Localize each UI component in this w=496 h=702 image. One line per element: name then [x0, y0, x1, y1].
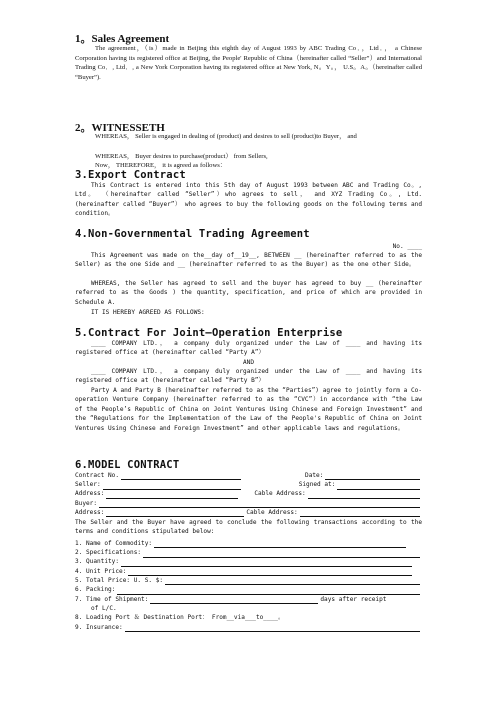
item-unit-price: [75, 567, 422, 576]
contract-fields: [75, 471, 422, 517]
contract-items: [75, 539, 422, 632]
unit-price-field[interactable]: [128, 569, 412, 576]
item-total-price: [75, 576, 422, 585]
section-3-title: 3.Export Contract: [75, 169, 186, 181]
buyer-address-row: [75, 508, 422, 517]
buyer-row: [75, 499, 422, 508]
shipment-lc: of L/C.: [91, 604, 117, 612]
address-row: [75, 490, 422, 499]
section-2-line-3: Now， THEREFORE， it is agreed as follows：: [95, 162, 227, 169]
total-price-field[interactable]: [165, 578, 420, 585]
insurance-label: 9. Insurance:: [75, 623, 123, 631]
section-2-line-1: WHEREAS， Seller is engaged in dealing of (product) and desires to sell (product)to Buyer， and: [95, 133, 357, 140]
cable-address-field[interactable]: [308, 492, 420, 499]
buyer-address-field[interactable]: [106, 510, 244, 517]
shipment-label: 7. Time of Shipment:: [75, 595, 149, 603]
specifications-field[interactable]: [143, 551, 420, 558]
shipment-suffix: days after receipt: [320, 595, 387, 603]
buyer-cable-address-label: Cable Address:: [246, 509, 298, 517]
address-label: Address:: [75, 490, 105, 498]
packing-label: 6. Packing:: [75, 586, 116, 594]
section-5-party-b: ____ COMPANY LTD.， a company duly organized under the Law of ____ and having its registered office at (hereinafter called “Party B”）: [75, 368, 422, 385]
commodity-field[interactable]: [154, 541, 406, 548]
section-6-title: 6.MODEL CONTRACT: [75, 459, 180, 471]
quantity-label: 3. Quantity:: [75, 558, 120, 566]
date-label: Date:: [305, 471, 324, 479]
section-3-paragraph: This Contract is entered into this 5th day of August 1993 between ABC and Trading Co。, Ltd。 （hereinafter called “Seller”）who agrees to sell， and XYZ Trading Co。, Ltd. (hereinafter called “Buyer”） who agrees to buy the following goods on the following terms and condition。: [75, 182, 422, 218]
section-5-title: 5.Contract For Joint—Operation Enterprise: [75, 327, 343, 339]
unit-price-label: 4. Unit Price:: [75, 567, 127, 575]
item-shipment: [75, 595, 422, 604]
buyer-cable-address-field[interactable]: [300, 510, 420, 517]
item-packing: [75, 585, 422, 594]
item-insurance: [75, 623, 422, 632]
item-shipment-cont: [75, 604, 422, 613]
section-1-paragraph: The agreement，（is）made in Beijing this eighth day of August 1993 by ABC Trading Co．，Ltd．， a Chinese Corporation having its registered office at Beijing, the People' Republic of China（hereinafter called “Seller”）and International Trading Co．, Ltd．, a New York Corporation having its registered office at New York, N。Y。， U.S。A。（hereinafter called “Buyer”).: [75, 45, 422, 81]
item-ports: [75, 613, 422, 622]
item-quantity: [75, 558, 422, 567]
section-5-and: AND: [242, 359, 254, 366]
section-4-paragraph-3: IT IS HEREBY AGREED AS FOLLOWS:: [91, 309, 205, 316]
section-4-paragraph-2: WHEREAS, the Seller has agreed to sell and the buyer has agreed to buy __ (hereinafter referred to as the Goods ) the quantity, specification, and price of which are provided in Schedule A.: [75, 280, 422, 306]
signed-at-label: Signed at:: [298, 481, 336, 489]
contract-no-field[interactable]: [121, 473, 241, 480]
section-1-title: 1。Sales Agreement: [75, 33, 170, 45]
seller-row: [75, 480, 422, 489]
section-5-paragraph: Party A and Party B (hereinafter referred to as the “Parties”) agree to jointly form a Co-operation Venture Company (hereinafter referred to as the “CVC”）in accordance with “the Law of the People’s Republic of China on Joint Ventures Using Chinese and Foreign Investment” and the “Regulations for the Implementation of the Law of the People's Republic of China on Joint Ventures Using Chinese and Foreign Investment” and other applicable laws and regulations。: [75, 387, 422, 432]
section-2-line-2: WHEREAS， Buyer desires to purchase(product） from Sellers,: [95, 153, 268, 160]
ports-label: 8. Loading Port ＆ Destination Port： From__via___to____。: [75, 614, 285, 622]
contract-no-row: [75, 471, 422, 480]
seller-label: Seller:: [75, 481, 101, 489]
buyer-label: Buyer:: [75, 499, 98, 507]
cable-address-label: Cable Address:: [254, 490, 306, 498]
insurance-field[interactable]: [125, 625, 420, 632]
contract-intro: The Seller and the Buyer have agreed to conclude the following transactions according to the terms and conditions stipulated below:: [75, 519, 422, 536]
signed-at-field[interactable]: [337, 483, 420, 490]
agreement-number: No. ____: [392, 243, 422, 250]
item-commodity: [75, 539, 422, 548]
contract-no-label: Contract No.: [75, 471, 120, 479]
section-4-paragraph-1: This Agreement was made on the__day of__19__, BETWEEN __ (hereinafter referred to as the Seller) as the one Side and __ (hereinafter referred to as the Buyer) as the one other Side。: [75, 252, 422, 269]
item-specifications: [75, 548, 422, 557]
quantity-field[interactable]: [121, 560, 412, 567]
total-price-label: 5. Total Price: U. S. $:: [75, 577, 164, 585]
shipment-field[interactable]: [150, 597, 318, 604]
address-field[interactable]: [106, 492, 238, 499]
section-5-party-a: ____ COMPANY LTD.， a company duly organized under the Law of ____ and having its registered office at (hereinafter called “Party A”）: [75, 340, 422, 357]
date-field[interactable]: [325, 473, 420, 480]
seller-field[interactable]: [103, 483, 241, 490]
commodity-label: 1. Name of Commodity:: [75, 539, 153, 547]
section-2-title: 2。WITNESSETH: [75, 122, 165, 134]
section-4-title: 4.Non-Governmental Trading Agreement: [75, 228, 310, 240]
specifications-label: 2. Specifications:: [75, 549, 142, 557]
buyer-address-label: Address:: [75, 509, 105, 517]
